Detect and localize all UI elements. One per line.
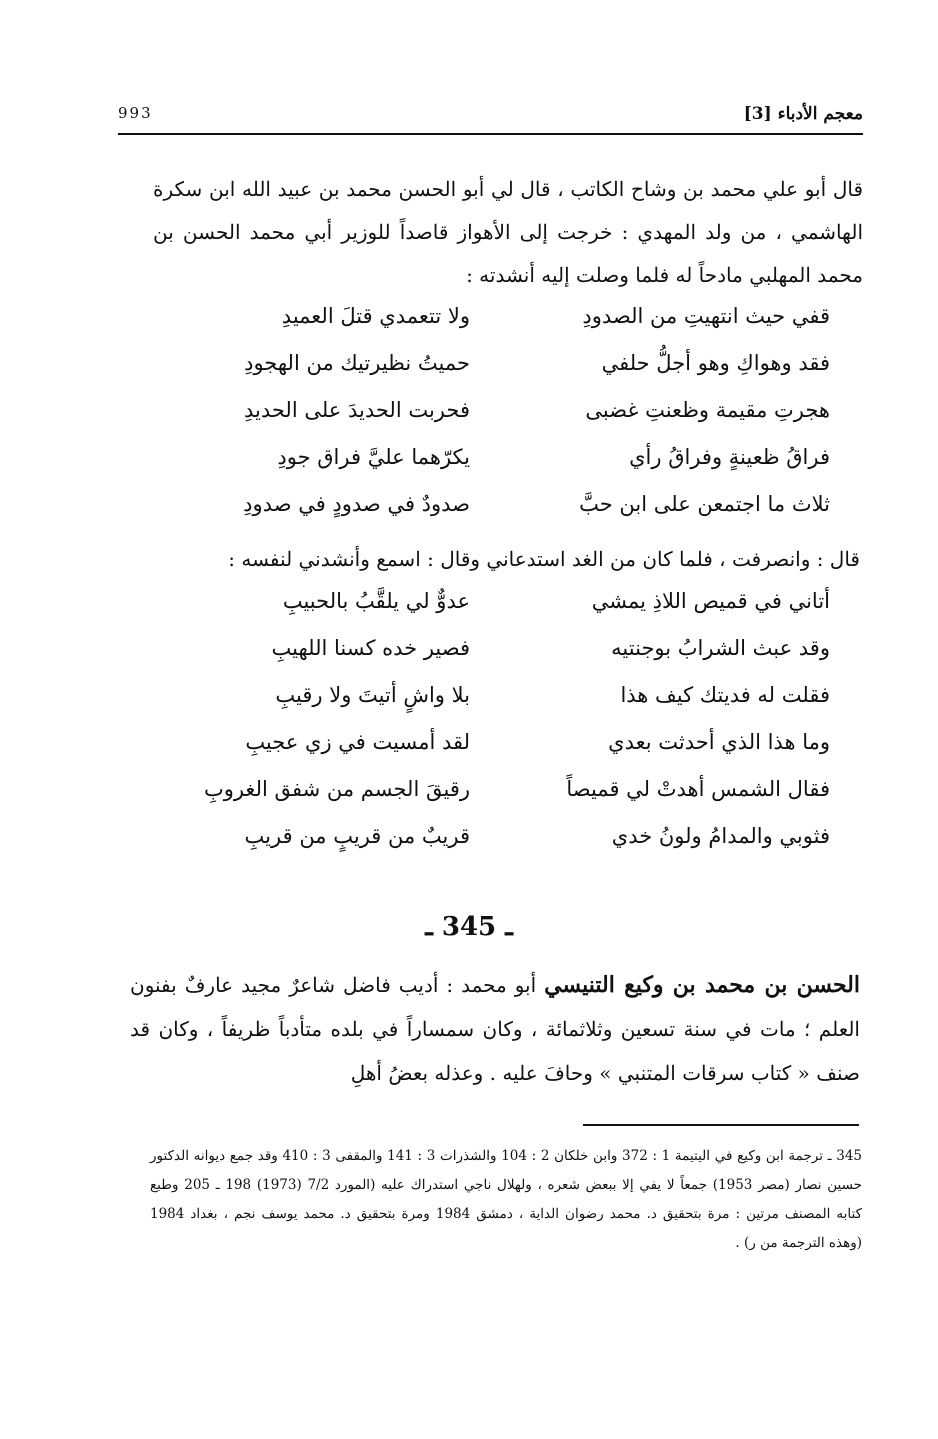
second-hemistich: حميتُ نظيرتيك من الهجودِ — [244, 351, 470, 375]
entry-text: أبو محمد : أديب فاضل شاعرٌ مجيد عارفٌ بفنون العلم ؛ مات في سنة تسعين وثلاثمائة ، وكان سمساراً في بلده متأدباً ظريفاً ، وكان قد صنف « كتاب سرقات المتنبي » وحافَ عليه . وعذله بعضُ أهلِ — [130, 973, 860, 1085]
first-hemistich: ثلاث ما اجتمعن على ابن حبَّ — [579, 492, 830, 516]
footnote-rule — [583, 1124, 859, 1126]
entry-number: ـ 345 ـ — [425, 912, 513, 942]
second-hemistich: يكرّهما عليَّ فراق جودِ — [277, 445, 470, 469]
verse — [150, 818, 830, 865]
running-header — [118, 100, 863, 134]
verse — [150, 392, 830, 439]
second-hemistich: فحربت الحديدَ على الحديدِ — [243, 398, 470, 422]
second-hemistich: صدودٌ في صدودٍ في صدودِ — [243, 492, 470, 516]
first-hemistich: فثوبي والمدامُ ولونُ خدي — [611, 824, 830, 848]
verse — [150, 298, 830, 345]
first-hemistich: وقد عبث الشرابُ بوجنتيه — [611, 636, 830, 660]
footnote: 345 ـ ترجمة ابن وكيع في اليتيمة 1 : 372 وابن خلكان 2 : 104 والشذرات 3 : 141 والمقفى 3 : 410 وقد جمع ديوانه الدكتور حسين نصار (مصر 1953) جمعاً لا يفي إلا ببعض شعره ، ولهلال ناجي استدراك عليه (المورد 7/2 (1973) 198 ـ 205 وطبع كتابه المصنف مرتين : مرة بتحقيق د. محمد رضوان الداية ، دمشق 1984 ومرة بتحقيق د. محمد يوسف نجم ، بغداد 1984 (وهذه الترجمة من ر) . — [150, 1148, 863, 1251]
second-hemistich: لقد أمسيت في زي عجيبِ — [245, 730, 470, 754]
verse — [150, 486, 830, 533]
first-hemistich: وما هذا الذي أحدثت بعدي — [608, 730, 830, 754]
narration-line: قال : وانصرفت ، فلما كان من الغد استدعاني وقال : اسمع وأنشدني لنفسه : — [228, 547, 860, 571]
intro-paragraph: قال أبو علي محمد بن وشاح الكاتب ، قال لي أبو الحسن محمد بن عبيد الله ابن سكرة الهاشمي ، من ولد المهدي : خرجت إلى الأهواز قاصداً للوزير أبي محمد الحسن بن محمد المهلبي مادحاً له فلما وصلت إليه أنشدته : — [153, 177, 863, 287]
second-hemistich: بلا واشٍ أتيتَ ولا رقيبِ — [275, 683, 470, 707]
verse — [150, 677, 830, 724]
poem-second — [150, 583, 830, 865]
entry-paragraph — [130, 963, 860, 1095]
first-hemistich: فراقُ ظعينةٍ وفراقُ رأي — [629, 445, 830, 469]
verse — [150, 439, 830, 486]
first-hemistich: فقلت له فديتك كيف هذا — [620, 683, 830, 707]
first-hemistich: هجرتِ مقيمة وظعنتِ غضبى — [585, 398, 830, 422]
first-hemistich: قفي حيث انتهيتِ من الصدودِ — [582, 304, 830, 328]
verse — [150, 630, 830, 677]
second-hemistich: عدوٌّ لي يلقَّبُ بالحبيبِ — [282, 589, 470, 613]
verse — [150, 724, 830, 771]
first-hemistich: فقد وهواكِ وهو أجلُّ حلفي — [601, 351, 830, 375]
second-hemistich: قريبٌ من قريبٍ من قريبِ — [244, 824, 470, 848]
first-hemistich: فقال الشمس أهدتْ لي قميصاً — [566, 777, 830, 801]
header-rule — [118, 133, 863, 135]
verse — [150, 771, 830, 818]
second-hemistich: فصير خده كسنا اللهيبِ — [271, 636, 470, 660]
verse — [150, 583, 830, 630]
second-hemistich: ولا تتعمدي قتلَ العميدِ — [281, 304, 470, 328]
book-title: معجم الأدباء [3] — [743, 104, 863, 124]
entry-name: الحسن بن محمد بن وكيع التنيسي — [544, 972, 860, 998]
poem-first — [150, 298, 830, 533]
second-hemistich: رقيقَ الجسم من شفق الغروبِ — [203, 777, 470, 801]
verse — [150, 345, 830, 392]
page-number: 993 — [118, 104, 153, 122]
first-hemistich: أتاني في قميص اللاذِ يمشي — [591, 589, 830, 613]
